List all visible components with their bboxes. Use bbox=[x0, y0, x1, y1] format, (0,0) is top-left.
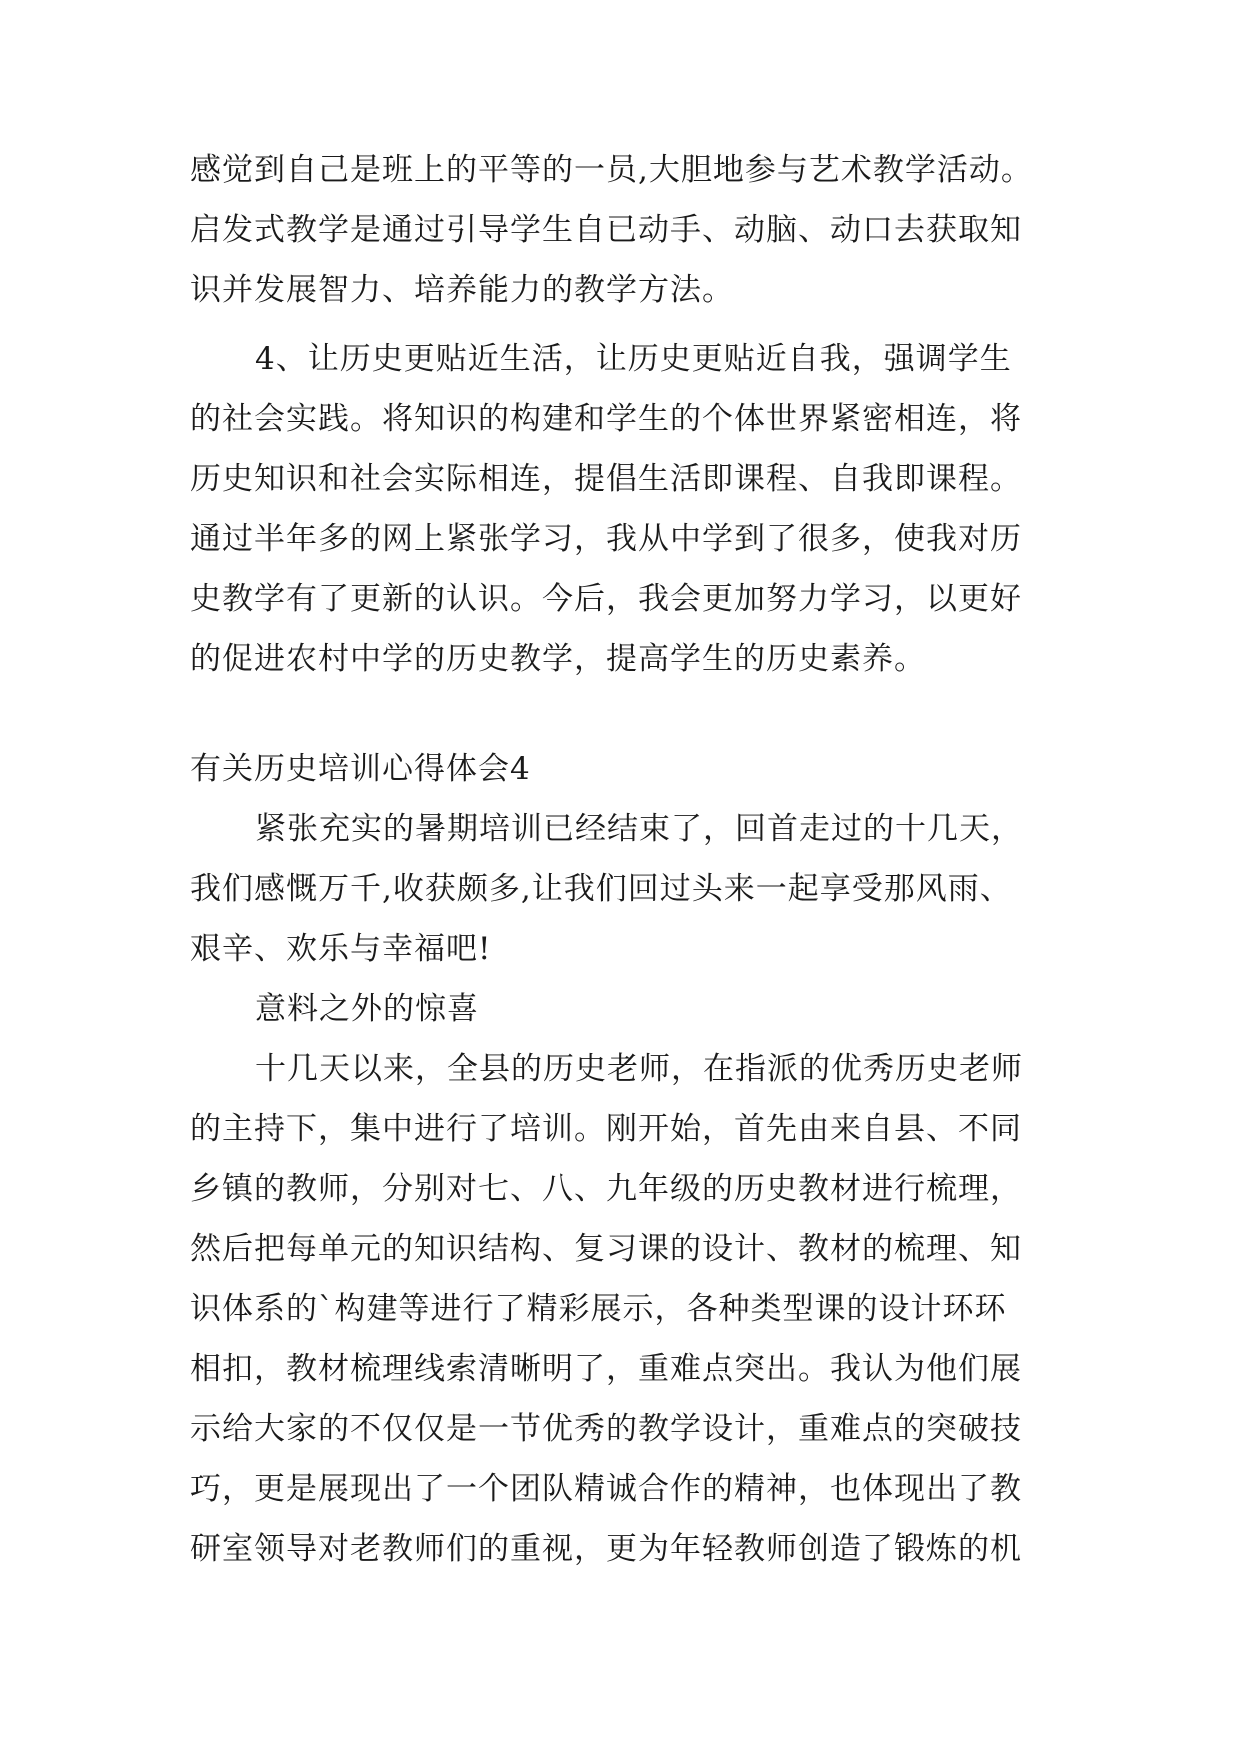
paragraph-line: 我们感慨万千,收获颇多,让我们回过头来一起享受那风雨、 bbox=[190, 871, 1012, 907]
paragraph-line: 乡镇的教师，分别对七、八、九年级的历史教材进行梳理， bbox=[190, 1171, 1022, 1207]
paragraph-line: 相扣，教材梳理线索清晰明了，重难点突出。我认为他们展 bbox=[190, 1351, 1022, 1387]
paragraph-line: 紧张充实的暑期培训已经结束了，回首走过的十几天， bbox=[255, 811, 1023, 847]
section-heading: 有关历史培训心得体会4 bbox=[190, 751, 531, 787]
paragraph-line: 通过半年多的网上紧张学习，我从中学到了很多，使我对历 bbox=[190, 521, 1022, 557]
paragraph-line: 史教学有了更新的认识。今后，我会更加努力学习，以更好 bbox=[190, 581, 1022, 617]
paragraph-line: 艰辛、欢乐与幸福吧! bbox=[190, 931, 492, 967]
paragraph-line: 十几天以来，全县的历史老师，在指派的优秀历史老师 bbox=[255, 1051, 1023, 1087]
paragraph-line: 示给大家的不仅仅是一节优秀的教学设计，重难点的突破技 bbox=[190, 1411, 1022, 1447]
paragraph-line: 研室领导对老教师们的重视，更为年轻教师创造了锻炼的机 bbox=[190, 1531, 1022, 1567]
paragraph-line: 感觉到自己是班上的平等的一员,大胆地参与艺术教学活动。 bbox=[190, 152, 1033, 188]
paragraph-line: 然后把每单元的知识结构、复习课的设计、教材的梳理、知 bbox=[190, 1231, 1022, 1267]
paragraph-line: 识体系的`构建等进行了精彩展示，各种类型课的设计环环 bbox=[190, 1291, 1007, 1327]
paragraph-line: 的促进农村中学的历史教学，提高学生的历史素养。 bbox=[190, 641, 926, 677]
paragraph-line: 的主持下，集中进行了培训。刚开始，首先由来自县、不同 bbox=[190, 1111, 1022, 1147]
paragraph-line: 识并发展智力、培养能力的教学方法。 bbox=[190, 272, 734, 308]
subheading: 意料之外的惊喜 bbox=[255, 991, 479, 1027]
paragraph-line: 历史知识和社会实际相连，提倡生活即课程、自我即课程。 bbox=[190, 461, 1022, 497]
paragraph-line: 启发式教学是通过引导学生自已动手、动脑、动口去获取知 bbox=[190, 212, 1022, 248]
paragraph-line: 巧，更是展现出了一个团队精诚合作的精神，也体现出了教 bbox=[190, 1471, 1022, 1507]
paragraph-line: 的社会实践。将知识的构建和学生的个体世界紧密相连，将 bbox=[190, 401, 1022, 437]
paragraph-line: 4、让历史更贴近生活，让历史更贴近自我，强调学生 bbox=[255, 341, 1012, 377]
